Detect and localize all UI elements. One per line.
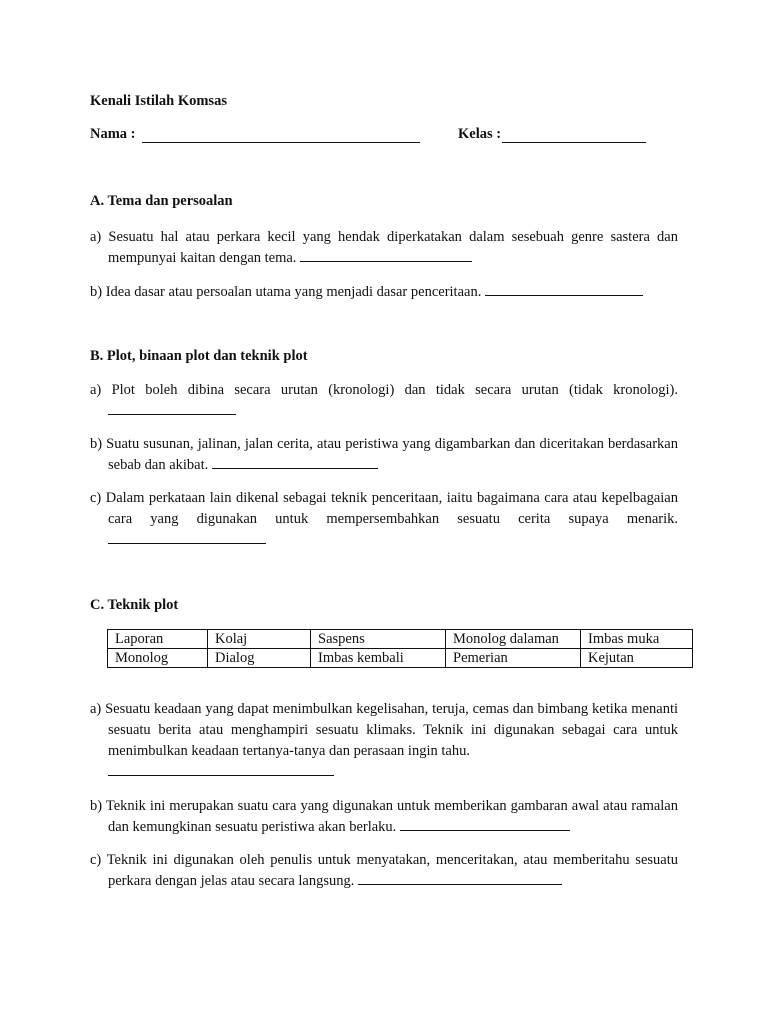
section-b-item-a [90, 380, 678, 422]
item-text: Teknik ini merupakan suatu cara yang digunakan untuk memberikan gambaran awal atau ramalan dan kemungkinan sesuatu peristiwa akan berlaku. [105, 798, 678, 835]
answer-blank[interactable] [108, 531, 266, 544]
answer-blank[interactable] [300, 249, 472, 262]
student-info-row [90, 126, 690, 148]
item-marker: a) [90, 229, 102, 245]
table-cell: Monolog dalaman [446, 630, 581, 649]
section-b-heading: B. Plot, binaan plot dan teknik plot [90, 348, 308, 364]
table-cell: Kejutan [581, 649, 693, 668]
item-text: Idea dasar atau persoalan utama yang menjadi dasar penceritaan. [105, 284, 482, 300]
answer-blank[interactable] [400, 818, 570, 831]
section-c-item-c [90, 850, 678, 892]
answer-blank[interactable] [108, 763, 334, 776]
section-b-item-c [90, 488, 678, 551]
class-label: Kelas : [458, 126, 502, 142]
section-a-item-a [90, 227, 678, 269]
table-cell: Imbas kembali [311, 649, 446, 668]
item-marker: a) [90, 701, 102, 717]
answer-blank[interactable] [108, 402, 236, 415]
table-cell: Imbas muka [581, 630, 693, 649]
table-row [108, 649, 693, 668]
table-cell: Laporan [108, 630, 208, 649]
name-blank[interactable] [142, 142, 420, 143]
section-c-item-a [90, 699, 678, 783]
item-text: Plot boleh dibina secara urutan (kronologi) dan tidak secara urutan (tidak kronologi). [111, 382, 678, 398]
class-blank[interactable] [502, 142, 646, 143]
table-cell: Monolog [108, 649, 208, 668]
section-a-item-b [90, 282, 678, 303]
answer-blank[interactable] [485, 283, 643, 296]
item-marker: c) [90, 490, 102, 506]
section-a-heading: A. Tema dan persoalan [90, 193, 233, 209]
section-c-heading: C. Teknik plot [90, 597, 179, 613]
item-marker: b) [90, 798, 103, 814]
item-text: Teknik ini digunakan oleh penulis untuk menyatakan, menceritakan, atau memberitahu sesuatu perkara dengan jelas atau secara langsung. [106, 852, 678, 889]
item-text: Sesuatu keadaan yang dapat menimbulkan kegelisahan, teruja, cemas dan bimbang ketika menanti sesuatu berita atau menghampiri sesuatu klimaks. Teknik ini digunakan sebagai cara untuk menimbulkan keadaan tertanya-tanya dan perasaan ingin tahu. [105, 701, 678, 759]
item-text: Suatu susunan, jalinan, jalan cerita, atau peristiwa yang digambarkan dan diceritakan berdasarkan sebab dan akibat. [106, 436, 678, 473]
worksheet-title: Kenali Istilah Komsas [90, 93, 227, 109]
table-cell: Kolaj [208, 630, 311, 649]
table-cell: Saspens [311, 630, 446, 649]
item-marker: b) [90, 436, 103, 452]
table-cell: Dialog [208, 649, 311, 668]
answer-blank[interactable] [358, 872, 562, 885]
item-text: Sesuatu hal atau perkara kecil yang hendak diperkatakan dalam sesebuah genre sastera dan mempunyai kaitan dengan tema. [108, 229, 678, 266]
item-marker: b) [90, 284, 103, 300]
section-b-item-b [90, 434, 678, 476]
name-label: Nama : [90, 126, 136, 142]
plot-technique-table [107, 629, 693, 668]
item-text: Dalam perkataan lain dikenal sebagai teknik penceritaan, iaitu bagaimana cara atau kepelbagaian cara yang digunakan untuk mempersembahkan sesuatu cerita supaya menarik. [105, 490, 678, 527]
item-marker: c) [90, 852, 102, 868]
answer-blank[interactable] [212, 456, 378, 469]
table-row [108, 630, 693, 649]
item-marker: a) [90, 382, 102, 398]
section-c-item-b [90, 796, 678, 838]
table-cell: Pemerian [446, 649, 581, 668]
